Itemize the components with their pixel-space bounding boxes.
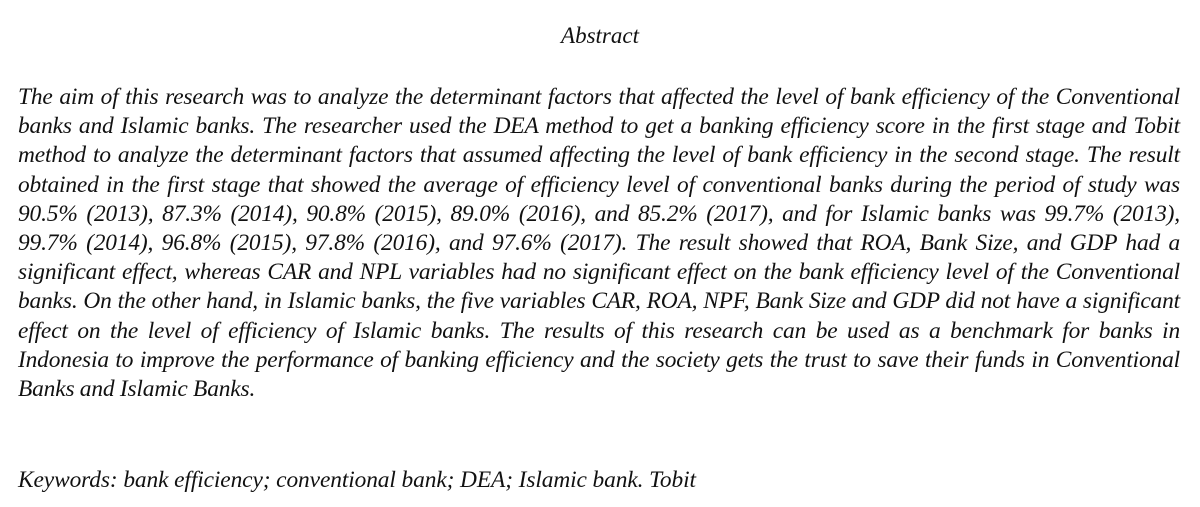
abstract-heading: Abstract <box>561 23 639 48</box>
abstract-body-text: The aim of this research was to analyze the determinant factors that affected the level of bank efficiency of the Conventional banks and Islamic banks. The researcher used the DEA method to get a banking efficiency score in the first stage and Tobit method to analyze the determinant factors that assumed affecting the level of bank efficiency in the second stage. The result obtained in the first stage that showed the average of efficiency level of conventional banks during the period of study was 90.5% (2013), 87.3% (2014), 90.8% (2015), 89.0% (2016), and 85.2% (2017), and for Islamic banks was 99.7% (2013), 99.7% (2014), 96.8% (2015), 97.8% (2016), and 97.6% (2017). The result showed that ROA, Bank Size, and GDP had a significant effect, whereas CAR and NPL variables had no significant effect on the bank efficiency level of the Conventional banks. On the other hand, in Islamic banks, the five variables CAR, ROA, NPF, Bank Size and GDP did not have a significant effect on the level of efficiency of Islamic banks. The results of this research can be used as a benchmark for banks in Indonesia to improve the performance of banking efficiency and the society gets the trust to save their funds in Conventional Banks and Islamic Banks. <box>18 84 1180 403</box>
keywords-line: Keywords: bank efficiency; conventional bank; DEA; Islamic bank. Tobit <box>18 467 696 493</box>
